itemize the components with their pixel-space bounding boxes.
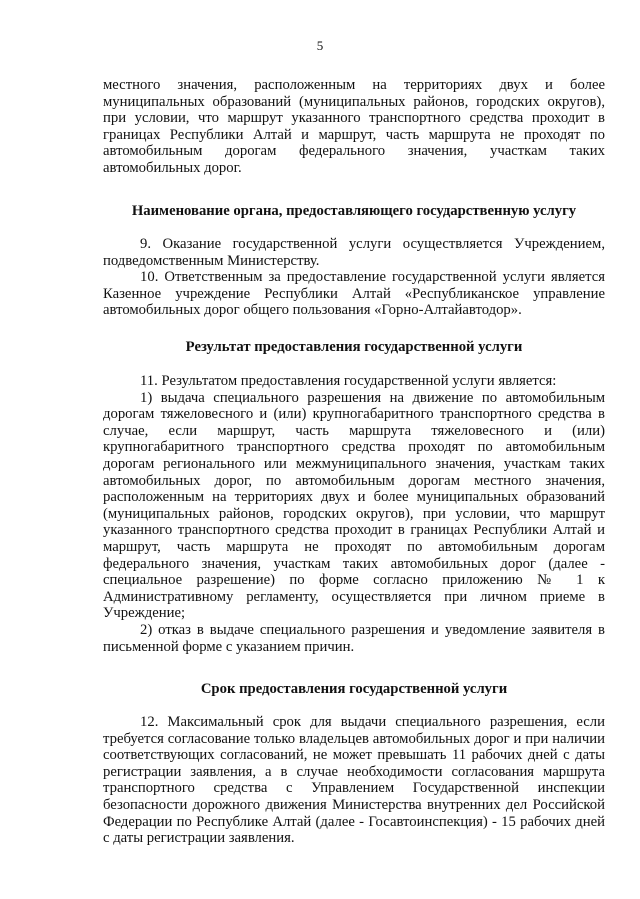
organ-section-heading: Наименование органа, предоставляющего государственную услугу xyxy=(131,203,577,219)
term-section-heading: Срок предоставления государственной услуги xyxy=(200,681,508,697)
result-item-2: 2) отказ в выдаче специального разрешения и уведомление заявителя в письменной форме с указанием причин. xyxy=(103,621,605,655)
paragraph-12: 12. Максимальный срок для выдачи специального разрешения, если требуется согласование только владельцев автомобильных дорог и при наличии соответствующих согласований, не может превышать 11 рабочих дней с даты регистрации заявления, а в случае необходимости согласования маршрута транспортного средства с Управлением Государственной инспекции безопасности дорожного движения Министерства внутренних дел Российской Федерации по Республике Алтай (далее - Госавтоинспекция) - 15 рабочих дней с даты регистрации заявления. xyxy=(103,714,605,847)
organ-section-body xyxy=(103,236,605,319)
paragraph-10: 10. Ответственным за предоставление государственной услуги является Казенное учреждение Республики Алтай «Республиканское управление автомобильных дорог общего пользования «Горно-Алтайавтодор». xyxy=(103,269,605,319)
intro-text-block xyxy=(103,77,605,177)
result-section-heading: Результат предоставления государственной услуги xyxy=(185,339,523,355)
result-item-1: 1) выдача специального разрешения на движение по автомобильным дорогам тяжеловесного и (или) крупногабаритного транспортного средства в случае, если маршрут, часть маршрута тяжеловесного и (или) крупногабаритного транспортного средства проходят по автомобильным дорогам регионального или межмуниципального значения, участкам таких автомобильных дорог, по автомобильным дорогам местного значения, расположенным на территориях двух и более муниципальных образований (муниципальных районов, городских округов), при условии, что маршрут указанного транспортного средства проходит в границах Республики Алтай и маршрут, часть маршрута не проходят по автомобильным дорогам федерального значения, участкам таких автомобильных дорог (далее - специальное разрешение) по форме согласно приложению № 1 к Административному регламенту, осуществляется при личном приеме в Учреждение; xyxy=(103,389,605,622)
term-section-body xyxy=(103,714,605,847)
paragraph-9: 9. Оказание государственной услуги осуществляется Учреждением, подведомственным Министерству. xyxy=(103,236,605,269)
paragraph-11: 11. Результатом предоставления государственной услуги является: xyxy=(140,373,557,389)
page-number: 5 xyxy=(316,38,324,53)
intro-paragraph: местного значения, расположенным на территориях двух и более муниципальных образований (муниципальных районов, городских округов), при условии, что маршрут указанного транспортного средства проходит в границах Республики Алтай и маршрут, часть маршрута не проходят по автомобильным дорогам федерального значения, участкам таких автомобильных дорог. xyxy=(103,77,605,176)
result-section-body xyxy=(103,373,605,655)
